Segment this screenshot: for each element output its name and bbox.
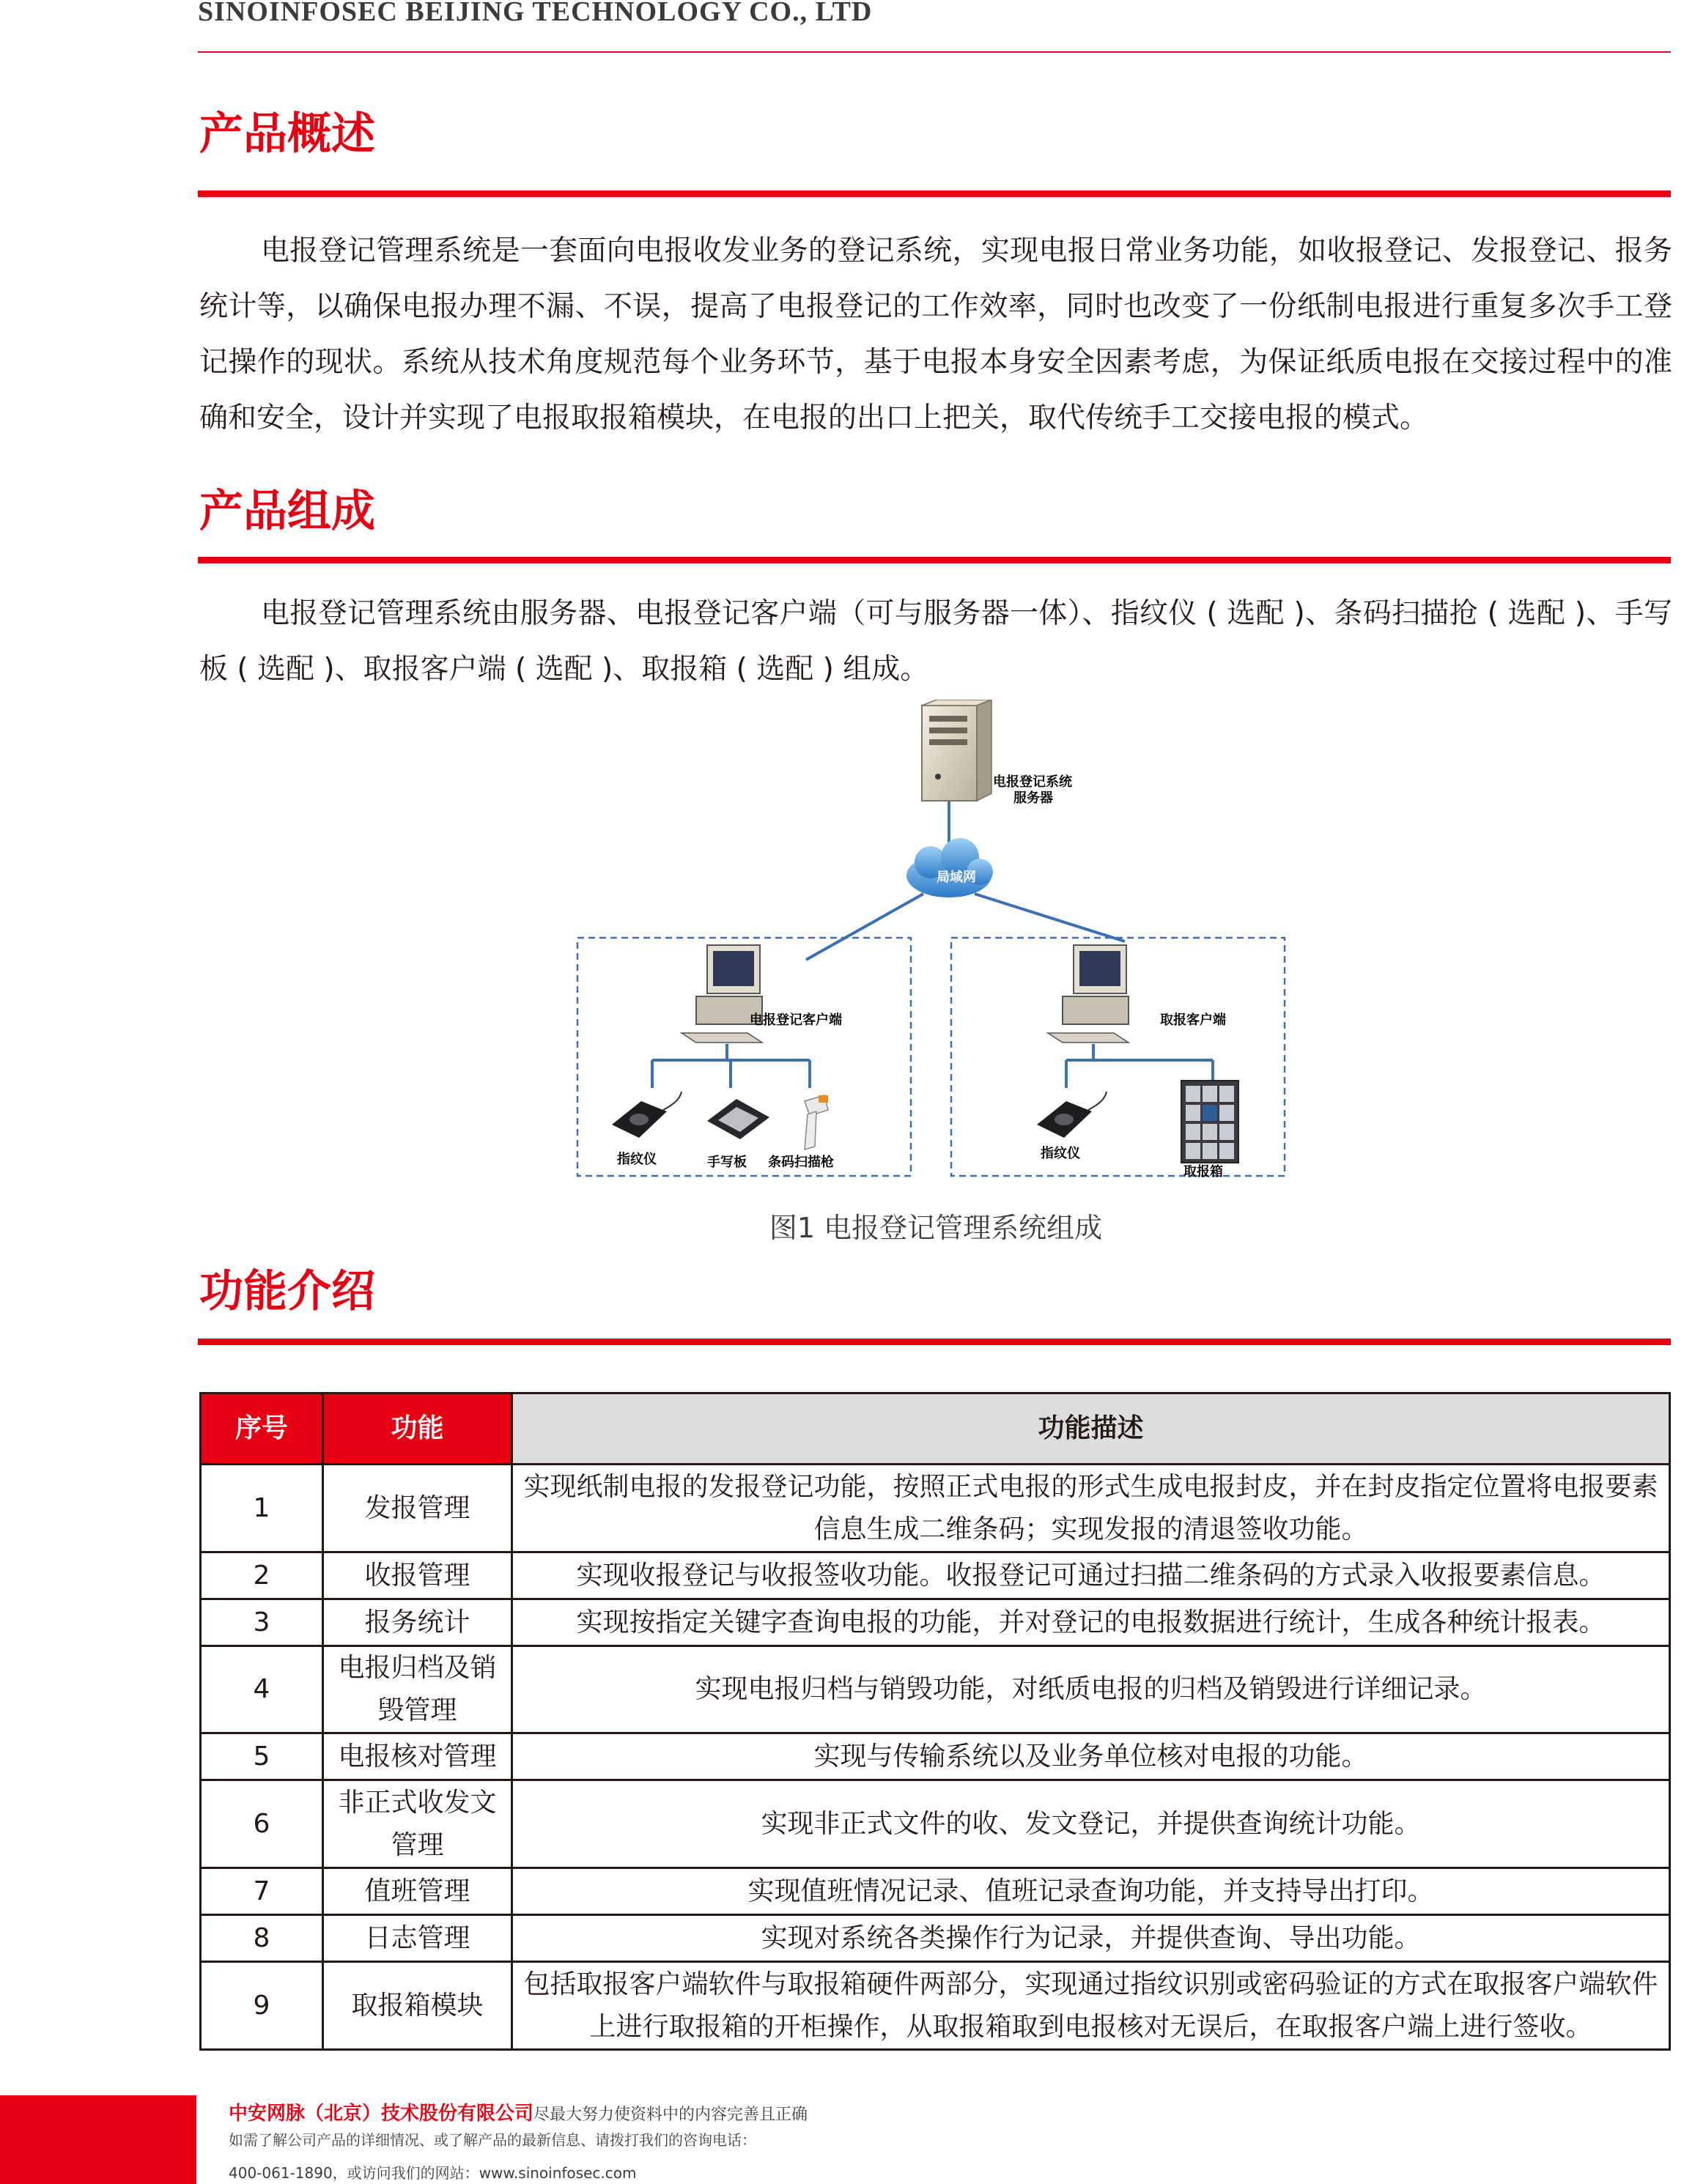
tablet-label: 手写板 <box>707 1155 747 1170</box>
row-description: 实现非正式文件的收、发文登记，并提供查询统计功能。 <box>512 1780 1670 1868</box>
row-function: 发报管理 <box>323 1465 512 1552</box>
row-no: 8 <box>201 1915 323 1962</box>
fingerprint-label: 指纹仪 <box>617 1152 657 1167</box>
figure-caption: 图1 电报登记管理系统组成 <box>769 1212 1103 1244</box>
row-function: 报务统计 <box>323 1599 512 1646</box>
lan-to-fetch-client-line <box>975 894 1125 941</box>
table-row <box>201 1733 1670 1780</box>
row-no: 4 <box>201 1646 323 1733</box>
lan-to-client-line <box>806 894 923 960</box>
row-description: 实现纸制电报的发报登记功能，按照正式电报的形式生成电报封皮，并在封皮指定位置将电报要素信息生成二维条码；实现发报的清退签收功能。 <box>512 1465 1670 1552</box>
header-divider <box>198 51 1671 53</box>
row-description: 实现电报归档与销毁功能，对纸质电报的归档及销毁进行详细记录。 <box>512 1646 1670 1733</box>
row-description: 实现对系统各类操作行为记录，并提供查询、导出功能。 <box>512 1915 1670 1962</box>
server-label-line1: 电报登记系统 <box>993 774 1072 790</box>
row-function: 电报归档及销毁管理 <box>323 1646 512 1733</box>
section-rule-overview <box>198 190 1671 197</box>
composition-paragraph <box>199 586 1672 697</box>
table-row <box>201 1465 1670 1552</box>
row-function: 取报箱模块 <box>323 1962 512 2050</box>
section-title-composition: 产品组成 <box>199 486 375 537</box>
lan-cloud-icon <box>906 838 993 897</box>
header-no: 序号 <box>201 1393 323 1465</box>
server-label-line2: 服务器 <box>1013 791 1053 806</box>
scanner-label: 条码扫描枪 <box>768 1155 834 1170</box>
row-no: 9 <box>201 1962 323 2050</box>
table-row <box>201 1915 1670 1962</box>
footer-contact-line: 400-061-1890，或访问我们的网站：www.sinoinfosec.com <box>229 2164 637 2182</box>
barcode-scanner-icon <box>805 1095 828 1150</box>
table-row <box>201 1646 1670 1733</box>
footer-company-name: 中安网脉（北京）技术股份有限公司 <box>229 2103 534 2125</box>
footer-note: 尽最大努力使资料中的内容完善且正确 <box>533 2106 808 2124</box>
table-row <box>201 1780 1670 1868</box>
overview-paragraph <box>199 223 1672 446</box>
fingerprint-label-2: 指纹仪 <box>1041 1146 1080 1161</box>
row-description: 实现按指定关键字查询电报的功能，并对登记的电报数据进行统计，生成各种统计报表。 <box>512 1599 1670 1646</box>
table-row <box>201 1962 1670 2050</box>
row-no: 2 <box>201 1552 323 1599</box>
table-row <box>201 1868 1670 1915</box>
row-no: 3 <box>201 1599 323 1646</box>
overview-text: 电报登记管理系统是一套面向电报收发业务的登记系统，实现电报日常业务功能，如收报登记、发报登记、报务统计等，以确保电报办理不漏、不误，提高了电报登记的工作效率，同时也改变了一份纸制电报进行重复多次手工登记操作的现状。系统从技术角度规范每个业务环节，基于电报本身安全因素考虑，为保证纸质电报在交接过程中的准确和安全，设计并实现了电报取报箱模块，在电报的出口上把关，取代传统手工交接电报的模式。 <box>199 234 1672 434</box>
lan-label: 局域网 <box>937 870 976 885</box>
mailbox-label: 取报箱 <box>1183 1164 1223 1180</box>
row-no: 5 <box>201 1733 323 1780</box>
server-icon <box>922 700 991 801</box>
registration-client-label: 电报登记客户端 <box>750 1013 842 1028</box>
footer-company <box>229 2098 808 2125</box>
footer-info-line: 如需了解公司产品的详细情况、或了解产品的最新信息、请拨打我们的咨询电话： <box>229 2131 756 2149</box>
row-description: 包括取报客户端软件与取报箱硬件两部分，实现通过指纹识别或密码验证的方式在取报客户端软件上进行取报箱的开柜操作，从取报箱取到电报核对无误后，在取报客户端上进行签收。 <box>512 1962 1670 2050</box>
mailbox-cabinet-icon <box>1181 1081 1238 1163</box>
table-header-row <box>201 1393 1670 1465</box>
row-function: 收报管理 <box>323 1552 512 1599</box>
row-description: 实现收报登记与收报签收功能。收报登记可通过扫描二维条码的方式录入收报要素信息。 <box>512 1552 1670 1599</box>
row-description: 实现与传输系统以及业务单位核对电报的功能。 <box>512 1733 1670 1780</box>
row-no: 7 <box>201 1868 323 1915</box>
row-description: 实现值班情况记录、值班记录查询功能，并支持导出打印。 <box>512 1868 1670 1915</box>
registration-client-computer-icon <box>682 945 762 1043</box>
fingerprint-reader-icon <box>612 1092 682 1138</box>
row-function: 非正式收发文管理 <box>323 1780 512 1868</box>
row-no: 1 <box>201 1465 323 1552</box>
fetch-client-label: 取报客户端 <box>1160 1013 1226 1028</box>
footer-accent-bar <box>0 2095 196 2184</box>
company-header: SINOINFOSEC BEIJING TECHNOLOGY CO., LTD <box>198 0 873 27</box>
section-rule-composition <box>198 557 1671 563</box>
table-row <box>201 1552 1670 1599</box>
system-composition-diagram <box>572 700 1304 1205</box>
row-function: 日志管理 <box>323 1915 512 1962</box>
section-title-overview: 产品概述 <box>199 108 375 160</box>
table-row <box>201 1599 1670 1646</box>
fetch-client-computer-icon <box>1048 945 1129 1043</box>
row-function: 电报核对管理 <box>323 1733 512 1780</box>
fingerprint-reader-icon-2 <box>1037 1092 1107 1138</box>
function-table <box>199 1392 1671 2051</box>
row-no: 6 <box>201 1780 323 1868</box>
section-title-functions: 功能介绍 <box>199 1266 375 1317</box>
header-function: 功能 <box>323 1393 512 1465</box>
composition-text: 电报登记管理系统由服务器、电报登记客户端（可与服务器一体）、指纹仪 ( 选配 )、条码扫描抢 ( 选配 )、手写板 ( 选配 )、取报客户端 ( 选配 )、取报箱 ( 选配 ) 组成。 <box>199 597 1672 686</box>
row-function: 值班管理 <box>323 1868 512 1915</box>
header-description: 功能描述 <box>512 1393 1670 1465</box>
section-rule-functions <box>198 1339 1671 1345</box>
handwriting-tablet-icon <box>707 1099 769 1139</box>
